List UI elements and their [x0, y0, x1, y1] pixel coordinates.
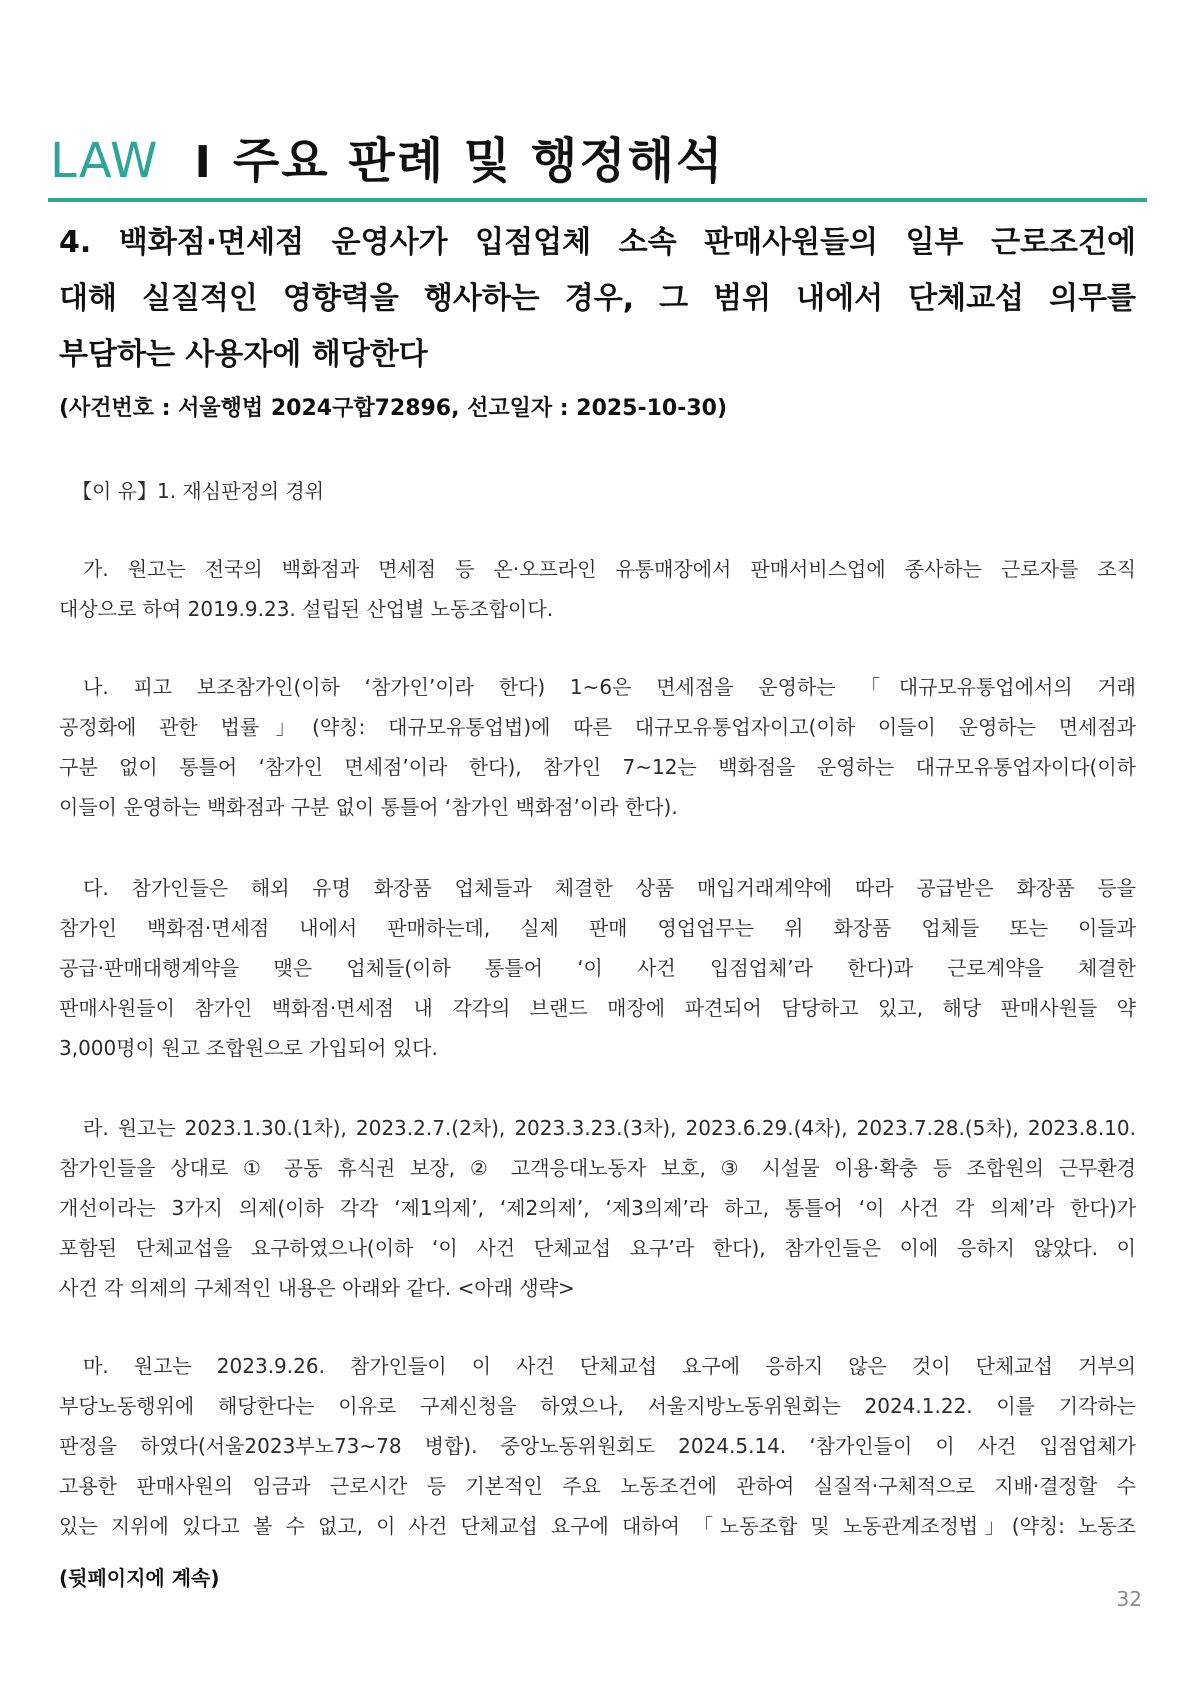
header-divider [48, 198, 1147, 202]
reason-heading: 【이 유】1. 재심판정의 경위 [72, 479, 325, 503]
article-title-line: 부담하는 사용자에 해당한다 [59, 337, 428, 372]
article-title-line: 4. 백화점·면세점 운영사가 입점업체 소속 판매사원들의 일부 근로조건에 [59, 225, 1136, 260]
case-info: (사건번호 : 서울행법 2024구합72896, 선고일자 : 2025-10-30) [59, 396, 728, 421]
paragraph-line: 포함된 단체교섭을 요구하였으나(이하 ‘이 사건 단체교섭 요구’라 한다), 참가인들은 이에 응하지 않았다. 이 [59, 1236, 1136, 1260]
paragraph [59, 1108, 1136, 1308]
paragraph-line: 3,000명이 원고 조합원으로 가입되어 있다. [59, 1036, 438, 1060]
paragraph-line: 개선이라는 3가지 의제(이하 각각 ‘제1의제’, ‘제2의제’, ‘제3의제’라 하고, 통틀어 ‘이 사건 각 의제’라 한다)가 [59, 1196, 1136, 1220]
paragraph-line: 고용한 판매사원의 임금과 근로시간 등 기본적인 주요 노동조건에 관하여 실질적·구체적으로 지배·결정할 수 [59, 1474, 1136, 1498]
paragraph [59, 549, 1136, 629]
paragraph [59, 667, 1136, 827]
paragraph-line: 구분 없이 통틀어 ‘참가인 면세점’이라 한다), 참가인 7~12는 백화점을 운영하는 대규모유통업자이다(이하 [59, 755, 1136, 779]
header-separator: I [194, 137, 211, 188]
paragraph-line: 공정화에 관한 법률」(약칭: 대규모유통업법)에 따른 대규모유통업자이고(이하 이들이 운영하는 면세점과 [59, 715, 1136, 739]
paragraph-line: 공급·판매대행계약을 맺은 업체들(이하 통틀어 ‘이 사건 입점업체’라 한다)과 근로계약을 체결한 [59, 956, 1136, 980]
paragraph [59, 868, 1136, 1068]
paragraph-line: 판매사원들이 참가인 백화점·면세점 내 각각의 브랜드 매장에 파견되어 담당하고 있고, 해당 판매사원들 약 [59, 996, 1136, 1020]
page-header [50, 128, 724, 194]
paragraph [59, 1346, 1136, 1546]
section-label: LAW [50, 133, 159, 189]
paragraph-line: 참가인 백화점·면세점 내에서 판매하는데, 실제 판매 영업업무는 위 화장품 업체들 또는 이들과 [59, 916, 1136, 940]
paragraph-line: 라. 원고는 2023.1.30.(1차), 2023.2.7.(2차), 2023.3.23.(3차), 2023.6.29.(4차), 2023.7.28.(5차), 2023.8.10. [83, 1116, 1136, 1140]
paragraph-line: 대상으로 하여 2019.9.23. 설립된 산업별 노동조합이다. [59, 597, 554, 621]
paragraph-line: 다. 참가인들은 해외 유명 화장품 업체들과 체결한 상품 매입거래계약에 따라 공급받은 화장품 등을 [83, 876, 1136, 900]
paragraph-line: 있는 지위에 있다고 볼 수 없고, 이 사건 단체교섭 요구에 대하여 「노동조합 및 노동관계조정법」(약칭: 노동조 [59, 1514, 1136, 1538]
page-number: 32 [1116, 1587, 1142, 1611]
section-title: 주요 판례 및 행정해석 [232, 133, 725, 189]
paragraph-line: 참가인들을 상대로 ① 공동 휴식권 보장, ② 고객응대노동자 보호, ③ 시설물 이용·확충 등 조합원의 근무환경 [59, 1156, 1136, 1180]
continued-note: (뒷페이지에 계속) [59, 1566, 220, 1590]
paragraph-line: 사건 각 의제의 구체적인 내용은 아래와 같다. <아래 생략> [59, 1276, 575, 1300]
paragraph-line: 부당노동행위에 해당한다는 이유로 구제신청을 하였으나, 서울지방노동위원회는 2024.1.22. 이를 기각하는 [59, 1394, 1136, 1418]
article-title [59, 215, 1136, 383]
paragraph-line: 판정을 하였다(서울2023부노73~78 병합). 중앙노동위원회도 2024.5.14. ‘참가인들이 이 사건 입점업체가 [59, 1434, 1136, 1458]
paragraph-line: 이들이 운영하는 백화점과 구분 없이 통틀어 ‘참가인 백화점’이라 한다). [59, 795, 678, 819]
paragraph-line: 가. 원고는 전국의 백화점과 면세점 등 온·오프라인 유통매장에서 판매서비스업에 종사하는 근로자를 조직 [83, 557, 1136, 581]
paragraph-line: 나. 피고 보조참가인(이하 ‘참가인’이라 한다) 1~6은 면세점을 운영하는 「대규모유통업에서의 거래 [83, 675, 1136, 699]
paragraph-line: 마. 원고는 2023.9.26. 참가인들이 이 사건 단체교섭 요구에 응하지 않은 것이 단체교섭 거부의 [83, 1354, 1136, 1378]
article-title-line: 대해 실질적인 영향력을 행사하는 경우, 그 범위 내에서 단체교섭 의무를 [59, 281, 1136, 316]
